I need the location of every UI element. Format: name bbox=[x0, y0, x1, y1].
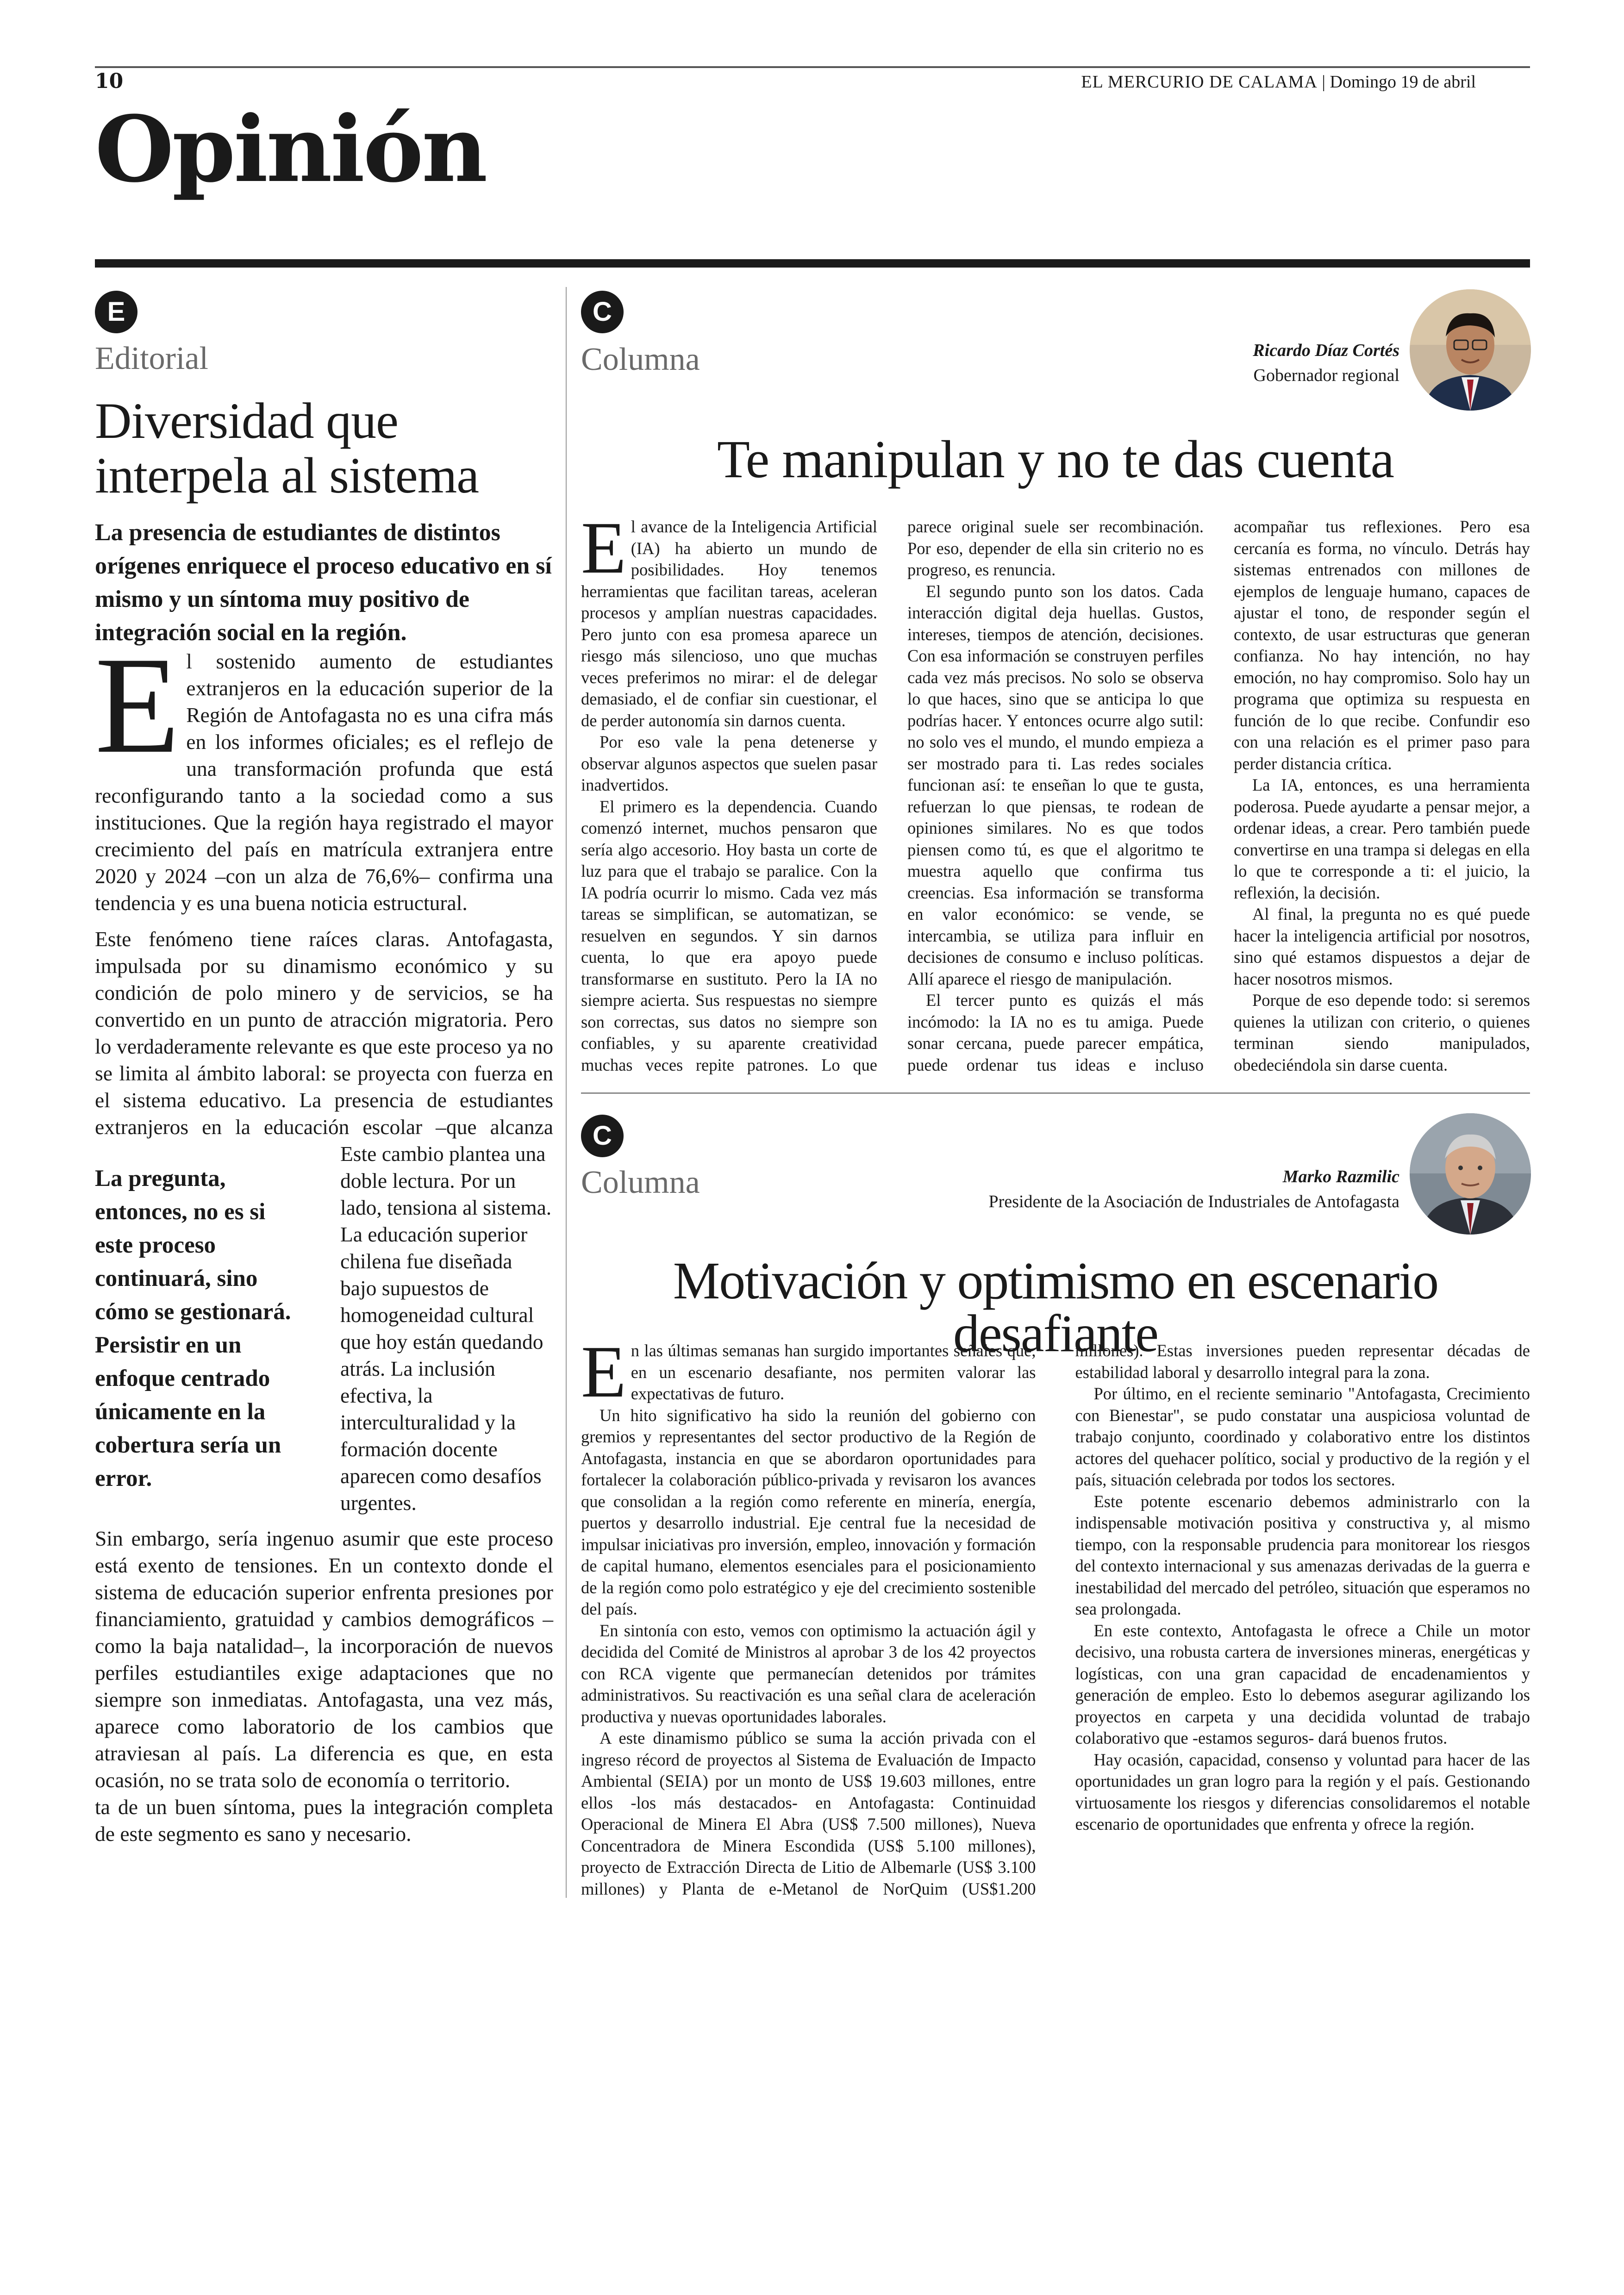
column1-paragraph: La IA, entonces, es una herramienta poderosa. Puede ayudarte a pensar mejor, a ordenar ideas, a crear. Pero también puede convertirse en una trampa si delegas en ella lo que te corresponde a ti: el juicio, la reflexión, la decisión. bbox=[1234, 775, 1530, 902]
section-title: Opinión bbox=[95, 96, 486, 203]
column1-kicker: Columna bbox=[581, 342, 700, 377]
editorial-badge: E bbox=[95, 291, 137, 333]
editorial-title-line1: Diversidad que bbox=[95, 393, 398, 449]
column1-body bbox=[581, 506, 1530, 1083]
editorial-paragraph-1: El sostenido aumento de estudiantes extranjeros en la educación superior de la Región de Antofagasta no es una cifra más en los informes oficiales; es el reflejo de una transformación profunda que está reconfigurando tanto a la sociedad como a sus instituciones. Que la región haya registrado el mayor crecimiento del país en matrícula extranjera entre 2020 y 2024 –con un alza de 76,6%– confirma una tendencia y es una buena noticia estructural. bbox=[95, 628, 553, 915]
column-divider bbox=[566, 287, 567, 1898]
column2-paragraph: En este contexto, Antofagasta le ofrece a Chile un motor decisivo, una robusta cartera de inversiones mineras, energéticas y logísticas, con una gran capacidad de encadenamientos y generación de empleo. Esto lo debemos asegurar agilizando los proyectos en carpeta y una decidida voluntad de trabajo colaborativo que -estamos seguros- dará buenos frutos. bbox=[1075, 1621, 1530, 1747]
column2-paragraph: A este dinamismo público se suma la acción privada con el ingreso récord de proyectos al Sistema de Evaluación de Impacto Ambiental (SEIA) por un monto de US$ 19.603 millones, entre ellos -los más destacados- en Antofagasta: Continuidad Operacional de Minera El Abra (US$ 7.500 millones), Nueva Concentradora de Minera Escondida (US$ 5.100 millones), proyecto de Extracción Directa de Litio de Albemarle (US$ 3.100 millones) y Planta de e-Metanol de NorQuim (US$1.200 millones). Estas inversiones pueden representar décadas de estabilidad laboral y desarrollo integral para la zona. bbox=[581, 1341, 1530, 1898]
column2-kicker: Columna bbox=[581, 1165, 700, 1200]
column2-paragraph: En sintonía con esto, vemos con optimismo la actuación ágil y decidida del Comité de Ministros al aprobar 3 de los 42 proyectos con RCA vigente que permanecían detenidos por trámites administrativos. Su reactivación es una señal clara de aceleración productiva y nuevas oportunidades laborales. bbox=[581, 1621, 1036, 1726]
column2-author-name: Marko Razmilic bbox=[1282, 1167, 1399, 1186]
editorial-paragraph-4: Sin embargo, sería ingenuo asumir que este proceso está exento de tensiones. En un contexto donde el sistema de educación superior enfrenta presiones por financiamiento, gratuidad y cambios demográficos –como la baja natalidad–, la incorporación de nuevos perfiles estudiantiles exige adaptaciones que no siempre son inmediatas. Antofagasta, una vez más, aparece como laboratorio de los cambios que atraviesan al país. La diferencia es que, en esta ocasión, no se trata solo de economía o territorio. bbox=[95, 1527, 553, 1792]
column2-badge: C bbox=[581, 1115, 624, 1157]
issue-date: Domingo 19 de abril bbox=[1330, 72, 1476, 92]
page-number: 10 bbox=[95, 69, 124, 93]
editorial-body-bottom bbox=[95, 1525, 553, 1847]
masthead bbox=[1081, 72, 1476, 92]
column2-dropcap: E bbox=[581, 1330, 626, 1413]
editorial-body-middle bbox=[95, 926, 553, 1141]
column2-author-role: Presidente de la Asociación de Industriales de Antofagasta bbox=[988, 1192, 1399, 1211]
column1-author-role: Gobernador regional bbox=[1253, 366, 1399, 385]
editorial-kicker: Editorial bbox=[95, 341, 208, 376]
column1-paragraph: El primero es la dependencia. Cuando comenzó internet, muchos pensaron que sería algo accesorio. Hoy basta un corte de luz para que el trabajo se paralice. Con la IA podría ocurrir lo mismo. Cada vez más tareas se simplifican, se automatizan, se resuelven en segundos. Y sin darnos cuenta, lo que era apoyo puede transformarse en sustituto. Pero la IA no siempre acierta. Sus respuestas no siempre son correctas, sus datos no siempre son confiables, y su aparente creatividad muchas veces repite patrones. Lo que parece original suele ser recombinación. Por eso, depender de ella sin criterio no es progreso, es renuncia. bbox=[581, 517, 1204, 1074]
column1-author-photo bbox=[1410, 289, 1531, 411]
section-rule bbox=[95, 259, 1530, 268]
column1-dropcap: E bbox=[581, 506, 626, 589]
editorial-paragraph-2: Este fenómeno tiene raíces claras. Antofagasta, impulsada por su dinamismo económico y su condición de polo minero y de servicios, se ha convertido en un punto de atracción migratoria. Pero lo verdaderamente relevante es que este proceso ya no se limita al ámbito laboral: se proyecta con fuerza en el sistema educativo. La presencia de estudiantes extranjeros en la educación escolar –que alcanza bbox=[95, 927, 553, 1139]
column1-badge: C bbox=[581, 291, 624, 333]
column2-paragraph: Por último, en el reciente seminario "Antofagasta, Crecimiento con Bienestar", se pudo constatar una auspiciosa voluntad de trabajo conjunto, coordinado y colaborativo entre los distintos actores del quehacer político, social y productivo de la región y el país, situación celebrada por todos los sectores. bbox=[1075, 1384, 1530, 1489]
column1-paragraph: Porque de eso depende todo: si seremos quienes la utilizan con criterio, o quienes terminan siendo manipulados, obedeciéndola sin darse cuenta. bbox=[1234, 991, 1530, 1074]
column2-body bbox=[581, 1330, 1530, 1909]
column2-paragraph: Hay ocasión, capacidad, consenso y voluntad para hacer de las oportunidades un gran logro para la región y el país. Gestionando virtuosamente los riesgos y diferencias consolidaremos el notable escenario de oportunidades que enfrenta y ofrece la región. bbox=[1075, 1750, 1530, 1834]
column2-paragraph: Un hito significativo ha sido la reunión del gobierno con gremios y representantes del sector productivo de la Región de Antofagasta, instancia en que se abordaron oportunidades para fortalecer la colaboración público-privada y revisaron los avances que consolidan a la región como referente en minería, energía, puertos y desarrollo industrial. Eje central fue la necesidad de impulsar iniciativas pro inversión, empleo, innovación y formación de capital humano, elementos esenciales para el posicionamiento de la región como polo estratégico y eje del crecimiento sostenible del país. bbox=[581, 1405, 1036, 1618]
column1-paragraph-1: El avance de la Inteligencia Artificial (IA) ha abierto un mundo de posibilidades. Hoy tenemos herramientas que facilitan tareas, aceleran procesos y amplían nuestras capacidades. Pero junto con esa promesa aparece un riesgo más silencioso, uno que muchas veces preferimos no mirar: el de delegar demasiado, el de confiar sin cuestionar, el de perder autonomía sin darnos cuenta. bbox=[581, 506, 877, 730]
masthead-separator: | bbox=[1322, 72, 1325, 92]
top-rule bbox=[95, 66, 1530, 68]
editorial-body-wrap bbox=[340, 1141, 553, 1520]
column2-paragraph-1: En las últimas semanas han surgido importantes señales que, en un escenario desafiante, nos permiten valorar las expectativas de futuro. bbox=[581, 1330, 1036, 1413]
column1-byline bbox=[1253, 340, 1399, 386]
editorial-lead: La presencia de estudiantes de distintos orígenes enriquece el proceso educativo en sí mismo y un síntoma muy positivo de integración social en la región. bbox=[95, 519, 552, 646]
column2-byline bbox=[989, 1166, 1399, 1212]
editorial-pullquote: La pregunta, entonces, no es si este proceso continuará, sino cómo se gestionará. Persistir en un enfoque centrado únicamente en la cobertura sería un error. bbox=[95, 1166, 291, 1491]
editorial-title bbox=[95, 393, 558, 503]
column2-title: Motivación y optimismo en escenario desafiante bbox=[673, 1251, 1438, 1363]
column1-paragraph: El tercer punto es quizás el más incómodo: la IA no es tu amiga. Puede sonar cercana, puede parecer empática, puede ordenar tus ideas e incluso acompañar tus reflexiones. Pero esa cercanía es forma, no vínculo. Detrás hay sistemas entrenados con millones de ejemplos de lenguaje humano, capaces de ajustar el tono, de responder según el contexto, de usar estructuras que generan confianza. No hay intención, no hay emoción, no hay compromiso. Solo hay un programa que optimiza su respuesta en función de lo que recibe. Confundir eso con una relación es el primer paso para perder distancia crítica. bbox=[907, 517, 1530, 1074]
column1-paragraph: Por eso vale la pena detenerse y observar algunos aspectos que suelen pasar inadvertidos. bbox=[581, 732, 877, 794]
editorial-title-line2: interpela al sistema bbox=[95, 447, 479, 504]
column1-paragraph: El segundo punto son los datos. Cada interacción digital deja huellas. Gustos, intereses, tiempos de atención, decisiones. Con esa información se construyen perfiles cada vez más precisos. No solo se observa lo que haces, sino que se anticipa lo que podrías hacer. Y entonces ocurre algo sutil: no solo ves el mundo, el mundo empieza a ser mostrado para ti. Las redes sociales funcionan así: te enseñan lo que te gusta, refuerzan lo que piensas, te rodean de opiniones similares. No es que todos piensen como tú, es que el algoritmo te muestra aquello que confirma tus creencias. Esa información se transforma en valor económico: se vende, se intercambia, se utiliza para influir en decisiones de consumo e incluso políticas. Allí aparece el riesgo de manipulación. bbox=[907, 581, 1204, 988]
column1-author-name: Ricardo Díaz Cortés bbox=[1253, 341, 1399, 360]
column-separator-rule bbox=[581, 1092, 1530, 1094]
column1-paragraph: Al final, la pregunta no es qué puede hacer la inteligencia artificial por nosotros, sino qué estamos dispuestos a dejar de hacer nosotros mismos. bbox=[1234, 904, 1530, 988]
newspaper-name: EL MERCURIO DE CALAMA bbox=[1081, 72, 1318, 92]
editorial-dropcap: E bbox=[95, 628, 180, 782]
editorial-body-top bbox=[95, 628, 553, 917]
column2-paragraph: Este potente escenario debemos administrarlo con la indispensable motivación positiva y constructiva y, al mismo tiempo, con la responsable prudencia para monitorear los riesgos del contexto internacional y sus amenazas derivadas de la guerra e inestabilidad del mercado del petróleo, situación que esperamos no sea prolongada. bbox=[1075, 1491, 1530, 1618]
column1-title: Te manipulan y no te das cuenta bbox=[717, 430, 1394, 489]
editorial-paragraph-3: Este cambio plantea una doble lectura. Por un lado, tensiona al sistema. La educación superior chilena fue diseñada bajo supuestos de homogeneidad cultural que hoy están quedando atrás. La inclusión efectiva, la interculturalidad y la formación docente aparecen como desafíos urgentes. bbox=[340, 1142, 552, 1515]
column2-author-photo bbox=[1410, 1113, 1531, 1235]
editorial-paragraph-5: ta de un buen síntoma, pues la integración completa de este segmento es sano y necesario. bbox=[95, 1795, 553, 1846]
